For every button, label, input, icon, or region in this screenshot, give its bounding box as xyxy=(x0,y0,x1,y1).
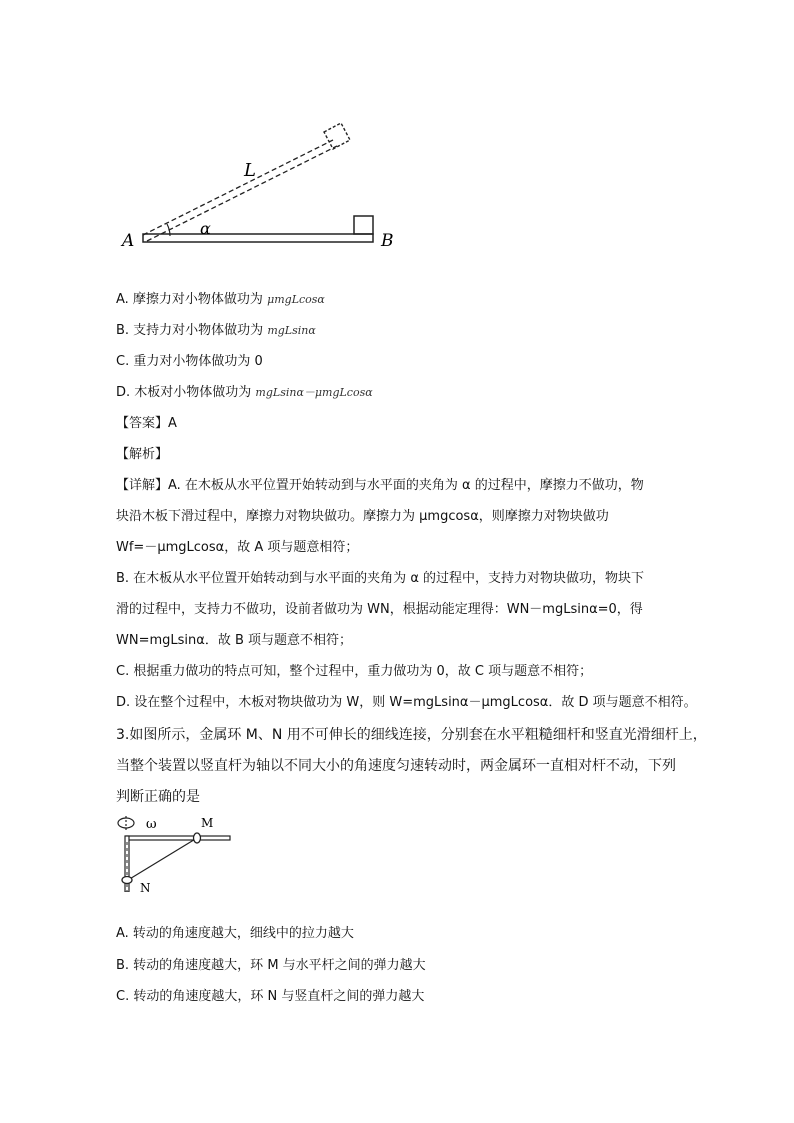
rotating-rods-figure xyxy=(112,812,242,892)
q2-option-a-text: A. 摩擦力对小物体做功为 xyxy=(116,292,263,307)
dashed-block xyxy=(324,123,350,149)
ring-m xyxy=(194,833,201,843)
string xyxy=(128,838,197,880)
q2-option-c: C. 重力对小物体做功为 0 xyxy=(116,354,263,369)
q3-stem-line-3: 判断正确的是 xyxy=(116,789,200,805)
q2-option-a xyxy=(116,290,325,310)
q3-option-c: C. 转动的角速度越大，环 N 与竖直杆之间的弹力越大 xyxy=(116,989,425,1004)
ring-m-label: M xyxy=(201,816,214,830)
label-a: A xyxy=(122,231,135,251)
label-l: L xyxy=(244,160,256,181)
q2-detail-line-2: 块沿木板下滑过程中，摩擦力对物块做功。摩擦力为 μmgcosα，则摩擦力对物块做功 xyxy=(116,509,609,524)
q2-option-b-math: mgLsinα xyxy=(267,324,316,337)
q2-answer: 【答案】A xyxy=(116,416,177,431)
q2-option-d-text: D. 木板对小物体做功为 xyxy=(116,385,252,400)
q2-analysis-heading: 【解析】 xyxy=(116,447,169,462)
label-b: B xyxy=(381,231,394,251)
label-alpha: α xyxy=(200,219,211,238)
q3-option-b: B. 转动的角速度越大，环 M 与水平杆之间的弹力越大 xyxy=(116,958,426,973)
q2-option-a-math: μmgLcosα xyxy=(267,293,325,306)
q2-detail-line-7: C. 根据重力做功的特点可知，整个过程中，重力做功为 0，故 C 项与题意不相符； xyxy=(116,664,593,679)
q2-detail-line-4: B. 在木板从水平位置开始转动到与水平面的夹角为 α 的过程中，支持力对物块做功，物块下 xyxy=(116,571,645,586)
block-at-b xyxy=(354,216,373,234)
q3-stem-line-2: 当整个装置以竖直杆为轴以不同大小的角速度匀速转动时，两金属环一直相对杆不动，下列 xyxy=(116,758,676,774)
dashed-incline-lower xyxy=(147,146,337,241)
q3-option-a: A. 转动的角速度越大，细线中的拉力越大 xyxy=(116,926,354,941)
q2-option-d-math: mgLsinα－μmgLcosα xyxy=(255,386,373,399)
incline-board-figure xyxy=(110,110,410,260)
q2-option-b xyxy=(116,321,316,341)
q2-detail-line-1: 【详解】A. 在木板从水平位置开始转动到与水平面的夹角为 α 的过程中，摩擦力不做功，物 xyxy=(116,478,644,493)
rotation-arrow-icon xyxy=(118,818,134,828)
ring-n xyxy=(122,877,132,884)
horizontal-rod xyxy=(126,836,230,840)
q2-option-b-text: B. 支持力对小物体做功为 xyxy=(116,323,264,338)
omega-label: ω xyxy=(146,817,157,832)
q2-detail-line-3: Wf=－μmgLcosα，故 A 项与题意相符； xyxy=(116,540,359,555)
q3-stem-line-1: 3.如图所示，金属环 M、N 用不可伸长的细线连接，分别套在水平粗糙细杆和竖直光滑细杆上， xyxy=(116,727,707,743)
dashed-incline-upper xyxy=(143,140,333,235)
ring-n-label: N xyxy=(140,881,151,892)
q2-detail-line-8: D. 设在整个过程中，木板对物块做功为 W，则 W=mgLsinα－μmgLcosα．故 D 项与题意不相符。 xyxy=(116,695,697,710)
q2-detail-line-6: WN=mgLsinα．故 B 项与题意不相符； xyxy=(116,633,353,648)
board xyxy=(143,234,373,242)
q2-detail-line-5: 滑的过程中，支持力不做功，设前者做功为 WN，根据动能定理得：WN－mgLsinα=0，得 xyxy=(116,602,643,617)
q2-option-d xyxy=(116,383,373,403)
